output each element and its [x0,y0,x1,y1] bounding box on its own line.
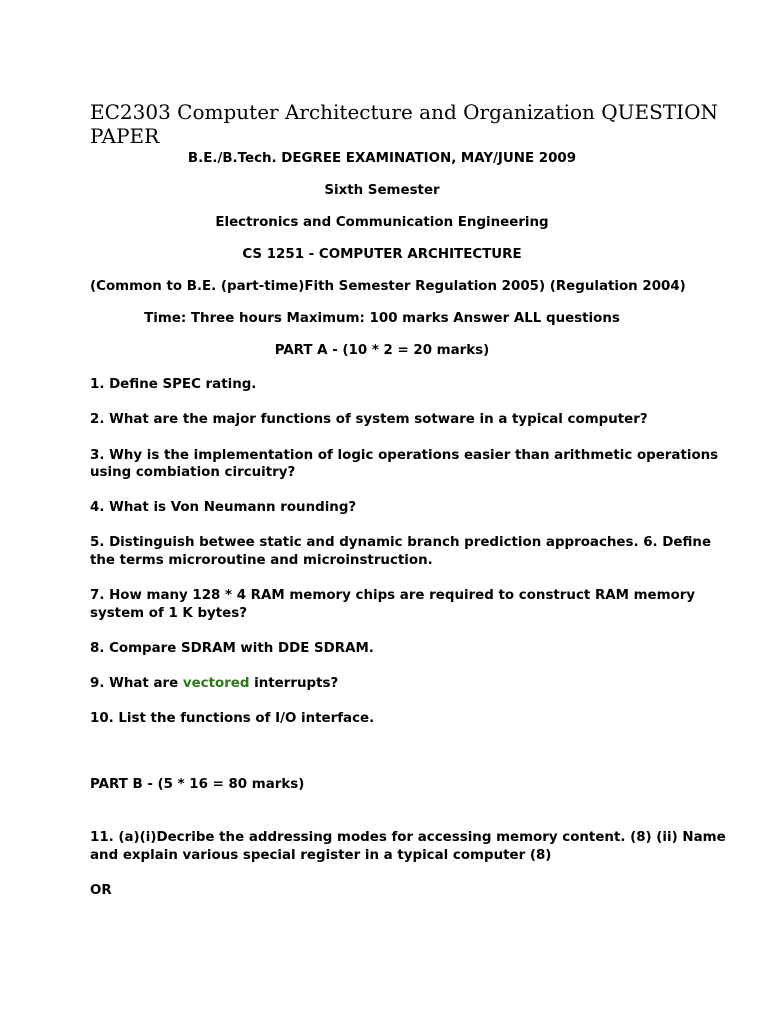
question-9-suffix: interrupts? [249,676,339,691]
regulation-header: (Common to B.E. (part-time)Fith Semester Regulation 2005) (Regulation 2004) [90,279,686,294]
question-9 [90,675,690,693]
course-header: CS 1251 - COMPUTER ARCHITECTURE [242,247,522,262]
question-3-line-2: using combiation circuitry? [90,465,296,480]
question-7-line-2: system of 1 K bytes? [90,606,248,621]
question-5-line-1: 5. Distinguish betwee static and dynamic branch prediction approaches. 6. Define [90,535,712,550]
question-10: 10. List the functions of I/O interface. [90,711,375,726]
semester-header: Sixth Semester [324,183,440,198]
part-b-heading: PART B - (5 * 16 = 80 marks) [90,777,305,792]
question-7-line-1: 7. How many 128 * 4 RAM memory chips are required to construct RAM memory [90,588,696,603]
document-title: EC2303 Computer Architecture and Organization QUESTION PAPER [90,100,718,148]
question-1: 1. Define SPEC rating. [90,377,257,392]
question-4: 4. What is Von Neumann rounding? [90,500,357,515]
vectored-link[interactable]: vectored [182,676,250,691]
time-marks-header: Time: Three hours Maximum: 100 marks Answer ALL questions [144,311,620,326]
question-9-prefix: 9. What are [90,676,183,691]
question-5-line-2: the terms microroutine and microinstruction. [90,553,433,568]
part-a-heading: PART A - (10 * 2 = 20 marks) [274,343,490,358]
question-8: 8. Compare SDRAM with DDE SDRAM. [90,641,374,656]
or-separator: OR [90,883,112,898]
question-3-line-1: 3. Why is the implementation of logic operations easier than arithmetic operations [90,448,719,463]
department-header: Electronics and Communication Engineering [215,215,549,230]
question-2: 2. What are the major functions of system sotware in a typical computer? [90,412,648,427]
question-11-line-1: 11. (a)(i)Decribe the addressing modes for accessing memory content. (8) (ii) Name [90,830,726,845]
exam-header: B.E./B.Tech. DEGREE EXAMINATION, MAY/JUNE 2009 [187,151,577,166]
question-11-line-2: and explain various special register in a typical computer (8) [90,848,552,863]
